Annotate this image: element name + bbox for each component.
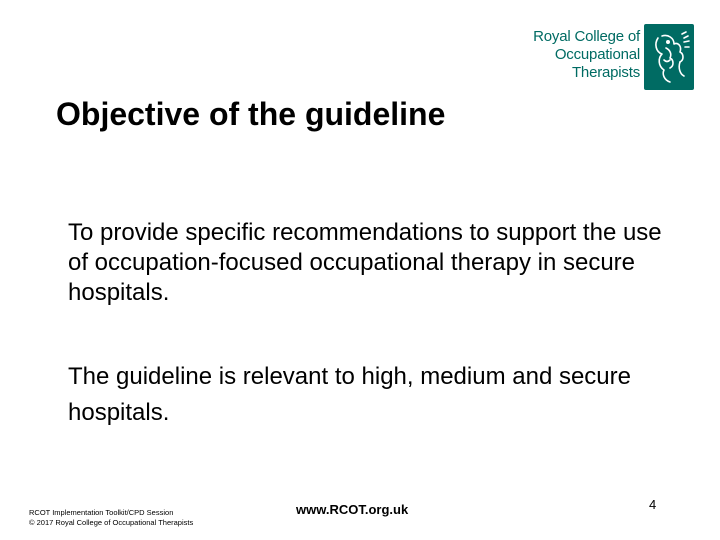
logo-wordmark <box>522 28 640 82</box>
footer-copyright-line: © 2017 Royal College of Occupational Therapists <box>29 518 194 527</box>
objective-paragraph: To provide specific recommendations to support the use of occupation-focused occupational therapy in secure hospitals. <box>68 219 662 306</box>
rcot-logo <box>522 24 694 90</box>
logo-line-1: Royal College of <box>533 28 640 45</box>
logo-line-3: Therapists <box>571 64 640 81</box>
footer-website: www.RCOT.org.uk <box>296 502 409 517</box>
page-number: 4 <box>649 497 657 512</box>
rcot-crest-icon <box>644 24 694 90</box>
slide-title: Objective of the guideline <box>56 96 446 132</box>
logo-line-2: Occupational <box>554 46 640 63</box>
relevance-paragraph: The guideline is relevant to high, medium and secure hospitals. <box>68 363 631 426</box>
footer-credits <box>29 508 193 528</box>
footer-toolkit-line: RCOT Implementation Toolkit/CPD Session <box>29 508 174 517</box>
